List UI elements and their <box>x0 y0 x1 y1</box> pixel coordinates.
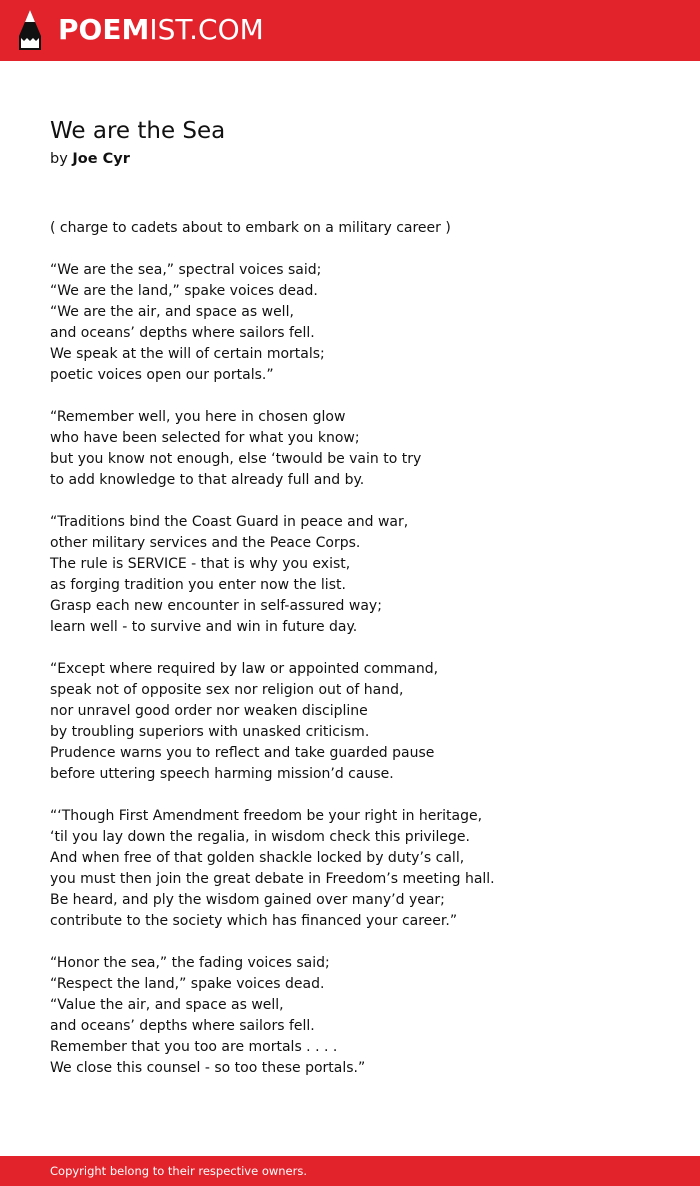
poem-line: “We are the land,” spake voices dead. <box>50 283 318 299</box>
poem-line: learn well - to survive and win in future day. <box>50 619 358 635</box>
poem-line <box>50 491 670 512</box>
poem-line: “Remember well, you here in chosen glow <box>50 409 346 425</box>
poem-line <box>50 932 670 953</box>
poem-line: We speak at the will of certain mortals; <box>50 346 325 362</box>
poem-line: “Except where required by law or appointed command, <box>50 661 439 677</box>
poem-line: to add knowledge to that already full and by. <box>50 472 365 488</box>
poem-line: ( charge to cadets about to embark on a military career ) <box>50 220 451 236</box>
poem-line: “Honor the sea,” the fading voices said; <box>50 955 330 971</box>
site-header <box>0 0 700 61</box>
poem-line: as forging tradition you enter now the list. <box>50 577 346 593</box>
poem-line: “Respect the land,” spake voices dead. <box>50 976 325 992</box>
site-logo-text <box>58 8 264 52</box>
poem-line <box>50 638 670 659</box>
poem-line: Grasp each new encounter in self-assured way; <box>50 598 382 614</box>
poem-title: We are the Sea <box>50 118 226 144</box>
poem-line: And when free of that golden shackle locked by duty’s call, <box>50 850 465 866</box>
poem-line: but you know not enough, else ‘twould be vain to try <box>50 451 422 467</box>
copyright-notice: Copyright belong to their respective owners. <box>50 1164 308 1178</box>
poem-line: Remember that you too are mortals . . . . <box>50 1039 338 1055</box>
poem-line <box>50 386 670 407</box>
poem-byline <box>50 148 130 170</box>
poem-line: The rule is SERVICE - that is why you exist, <box>50 556 351 572</box>
poem-line: and oceans’ depths where sailors fell. <box>50 1018 315 1034</box>
logo-thin-text: IST.COM <box>149 13 264 46</box>
site-logo[interactable] <box>17 8 264 52</box>
poem-line: We close this counsel - so too these portals.” <box>50 1060 366 1076</box>
poem-line: Be heard, and ply the wisdom gained over many’d year; <box>50 892 445 908</box>
poem-line: “‘Though First Amendment freedom be your right in heritage, <box>50 808 483 824</box>
poem-line: who have been selected for what you know; <box>50 430 360 446</box>
poem-line: Prudence warns you to reflect and take guarded pause <box>50 745 435 761</box>
pencil-tip-icon <box>17 8 43 52</box>
site-footer <box>0 1156 700 1186</box>
poem-line: by troubling superiors with unasked criticism. <box>50 724 370 740</box>
poem-line: “Value the air, and space as well, <box>50 997 284 1013</box>
poem-line <box>50 785 670 806</box>
byline-prefix: by <box>50 151 68 167</box>
poem-line: ‘til you lay down the regalia, in wisdom check this privilege. <box>50 829 470 845</box>
logo-bold-text: POEM <box>58 13 150 46</box>
poem-line: and oceans’ depths where sailors fell. <box>50 325 315 341</box>
poem-line: other military services and the Peace Corps. <box>50 535 361 551</box>
poem-line: contribute to the society which has financed your career.” <box>50 913 458 929</box>
poem-line <box>50 239 670 260</box>
poem-line: “We are the sea,” spectral voices said; <box>50 262 322 278</box>
poem-line: you must then join the great debate in Freedom’s meeting hall. <box>50 871 495 887</box>
poem-line: speak not of opposite sex nor religion out of hand, <box>50 682 404 698</box>
poem-body <box>50 218 670 1079</box>
poem-line: poetic voices open our portals.” <box>50 367 274 383</box>
poem-line: “We are the air, and space as well, <box>50 304 294 320</box>
poem-line: nor unravel good order nor weaken discipline <box>50 703 368 719</box>
poem-line: “Traditions bind the Coast Guard in peace and war, <box>50 514 409 530</box>
poem-line: before uttering speech harming mission’d cause. <box>50 766 394 782</box>
poem-author: Joe Cyr <box>72 151 130 167</box>
